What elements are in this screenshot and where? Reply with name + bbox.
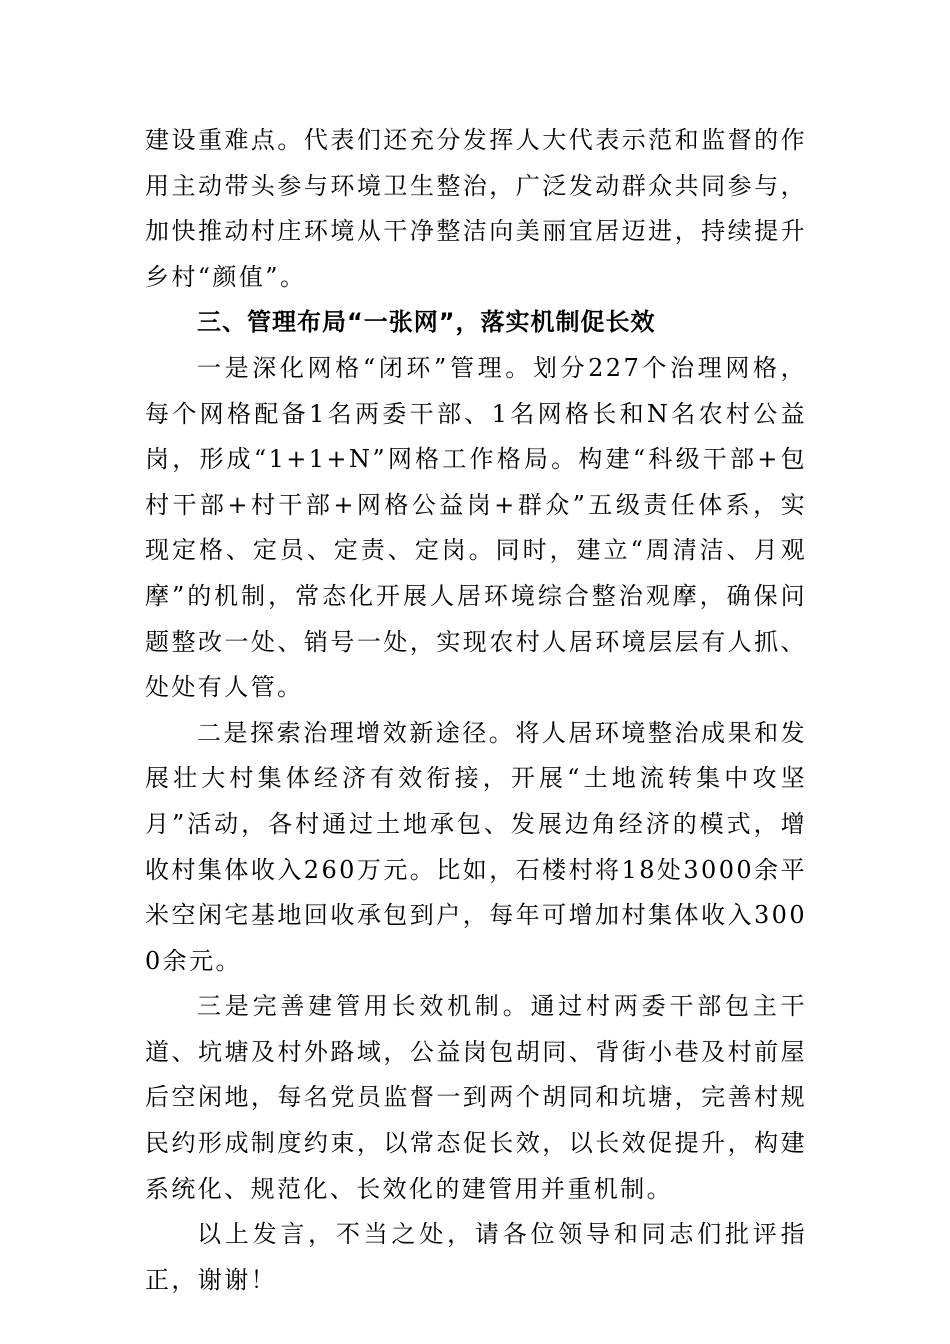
paragraph-grid-management: 一是深化网格“闭环”管理。划分227个治理网格，每个网格配备1名两委干部、1名网格长和N名农村公益岗，形成“1+1+N”网格工作格局。构建“科级干部+包村干部+村干部+网格公益岗+群众”五级责任体系，实现定格、定员、定责、定岗。同时，建立“周清洁、月观摩”的机制，常态化开展人居环境综合整治观摩，确保问题整改一处、销号一处，实现农村人居环境层层有人抓、处处有人管。 bbox=[145, 353, 807, 702]
paragraph-closing: 以上发言，不当之处，请各位领导和同志们批评指正，谢谢！ bbox=[145, 1220, 807, 1294]
section-heading: 三、管理布局“一张网”，落实机制促长效 bbox=[197, 308, 656, 337]
paragraph-governance-efficiency: 二是探索治理增效新途径。将人居环境整治成果和发展壮大村集体经济有效衔接，开展“土地流转集中攻坚月”活动，各村通过土地承包、发展边角经济的模式，增收村集体收入260万元。比如，石楼村将18处3000余平米空闲宅基地回收承包到户，每年可增加村集体收入3000余元。 bbox=[145, 718, 807, 975]
document-body bbox=[145, 118, 807, 1303]
paragraph-long-term-mechanism: 三是完善建管用长效机制。通过村两委干部包主干道、坑塘及村外路域，公益岗包胡同、背街小巷及村前屋后空闲地，每名党员监督一到两个胡同和坑塘，完善村规民约形成制度约束，以常态促长效，以长效促提升，构建系统化、规范化、长效化的建管用并重机制。 bbox=[145, 992, 807, 1203]
paragraph-continuation: 建设重难点。代表们还充分发挥人大代表示范和监督的作用主动带头参与环境卫生整治，广泛发动群众共同参与，加快推动村庄环境从干净整洁向美丽宜居迈进，持续提升乡村“颜值”。 bbox=[145, 126, 807, 291]
